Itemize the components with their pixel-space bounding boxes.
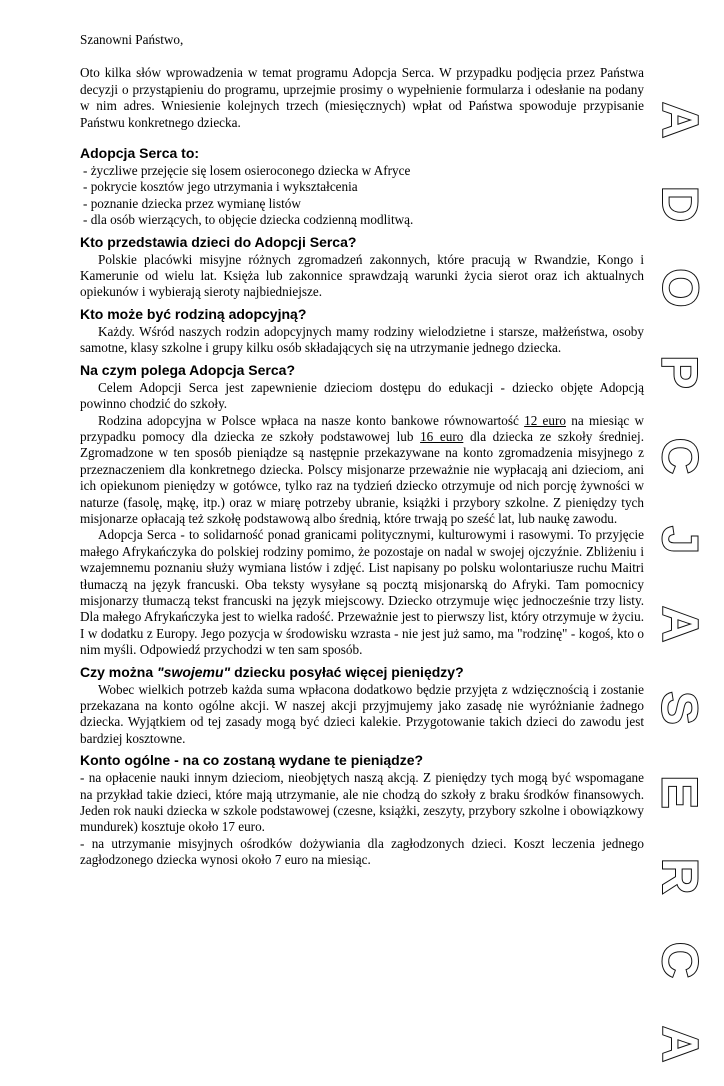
paragraph-more-money: Wobec wielkich potrzeb każda suma wpłacona dodatkowo będzie przyjęta z wdzięcznością i zostanie przekazana na konto ogólne akcji. W naszej akcji przyjmujemy jako zasadę nie wyróżnianie żadnego dziecka. Wyjątkiem od tej zasady mogą być dzieci kalekie. Przygotowanie takich dzieci do zawodu jest bardziej kosztowne. bbox=[80, 681, 644, 746]
greeting: Szanowni Państwo, bbox=[80, 32, 184, 47]
amount-primary-school: 12 euro bbox=[524, 412, 566, 428]
side-letter: C bbox=[651, 437, 708, 475]
list-item: - dla osób wierzących, to objęcie dziecka codzienną modlitwą. bbox=[83, 212, 414, 228]
intro-paragraph: Oto kilka słów wprowadzenia w temat programu Adopcja Serca. W przypadku podjęcia przez Państwa decyzji o przystąpieniu do programu, uprzejmie prosimy o wypełnienie formularza i odesłanie na podany w nim adres. Wniesienie kolejnych trzech (miesięcznych) wpłat od Państwa spowoduje przypisanie Państwu konkretnego dziecka. bbox=[80, 65, 644, 130]
paragraph-what-is-2 bbox=[80, 413, 644, 528]
paragraph-general-2: - na utrzymanie misyjnych ośrodków dożywiania dla zagłodzonych dzieci. Koszt leczenia jednego zagłodzonego dziecka wynosi około 7 euro na miesiąc. bbox=[80, 835, 644, 868]
amount-secondary-school: 16 euro bbox=[420, 428, 464, 444]
list-item: - życzliwe przejęcie się losem osieroconego dziecka w Afryce bbox=[83, 163, 411, 179]
list-item: - poznanie dziecka przez wymianę listów bbox=[83, 195, 301, 211]
list-item: - pokrycie kosztów jego utrzymania i wykształcenia bbox=[83, 179, 358, 195]
heading-span: dziecku posyłać więcej pieniędzy? bbox=[230, 663, 464, 680]
side-letter: S bbox=[651, 691, 708, 725]
heading-emphasis: "swojemu" bbox=[157, 663, 231, 680]
text-span: dla dziecka ze szkoły średniej. Zgromadzone w ten sposób pieniądze są następnie przekazywane na konto zgromadzenia misyjnego z przeznaczeniem dla konkretnego dziecka. Polscy misjonarze przeważnie nie wypłacają ani dzieciom, ani ich opiekunom pieniędzy w gotówce, tylko raz na tydzień dziecko otrzymuje od nich porcję żywności w naturze (fasolę, mąkę, itp.) oraz w miarę potrzeby ubranie, książki i przybory szkolne. Z pieniędzy tych misjonarze opłacają też szkołę podstawową albo średnią, które trwają po sześć lat, lub naukę zawodu. bbox=[80, 428, 644, 526]
paragraph-what-is-1: Celem Adopcji Serca jest zapewnienie dzieciom dostępu do edukacji - dziecko objęte Adopcją powinno chodzić do szkoły. bbox=[80, 379, 644, 412]
side-letter: A bbox=[651, 1025, 708, 1063]
side-letter: E bbox=[651, 775, 708, 809]
heading-who-family: Kto może być rodziną adopcyjną? bbox=[80, 305, 307, 322]
side-letter: P bbox=[651, 355, 708, 389]
heading-adopcja-serca-to: Adopcja Serca to: bbox=[80, 145, 200, 162]
paragraph-general-1: - na opłacenie nauki innym dzieciom, nieobjętych naszą akcją. Z pieniędzy tych mogą być wspomagane na przykład takie dzieci, które mają utrzymanie, ale nie chodzą do szkoły z braku środków finansowych. Jeden rok nauki dziecka w szkole podstawowej (czesne, książki, zeszyty, przybory szkolne i obowiązkowy mundurek) kosztuje około 17 euro. bbox=[80, 770, 644, 835]
paragraph-who-presents: Polskie placówki misyjne różnych zgromadzeń zakonnych, które pracują w Rwandzie, Kongo i Kamerunie od wielu lat. Księża lub zakonnice sprawdzają warunki życia sierot oraz ich aktualnych opiekunów i wybierają sieroty najbiedniejsze. bbox=[80, 251, 644, 300]
heading-more-money bbox=[80, 664, 644, 681]
text-span: na miesiąc w przypadku pomocy dla dziecka ze szkoły podstawowej lub bbox=[80, 412, 645, 444]
side-letter: A bbox=[651, 101, 708, 139]
side-letter: C bbox=[651, 941, 708, 979]
side-letter: D bbox=[651, 185, 708, 223]
heading-span: Czy można bbox=[80, 663, 158, 680]
side-letter: O bbox=[652, 268, 708, 308]
side-letter: J bbox=[652, 526, 708, 554]
side-title-adopcja-serca bbox=[652, 78, 708, 1086]
side-letter: A bbox=[651, 605, 708, 643]
heading-what-is: Na czym polega Adopcja Serca? bbox=[80, 361, 295, 378]
paragraph-what-is-3: Adopcja Serca - to solidarność ponad granicami politycznymi, kulturowymi i rasowymi. To przyjęcie małego Afrykańczyka do polskiej rodziny pomimo, że pozostaje on nadal w swojej ojczyźnie. Zbliżeniu i wzajemnemu poznaniu służy wymiana listów i zdjęć. List napisany po polsku wolontariusze ruchu Maitri tłumaczą na język francuski. Oba teksty wysyłane są pocztą misjonarską do Afryki. Tam pomocnicy misjonarzy tłumaczą tekst francuski na język miejscowy. Dziecko otrzymuje więc jednocześnie trzy listy. Dla małego Afrykańczyka jest to wielka radość. Przeważnie jest to pierwszy list, który otrzymuje w życiu. I w dodatku z Europy. Jego pozycja w środowisku wzrasta - nie jest już samo, ma "rodzinę" - kogoś, kto o nim myśli. Odpowiedź przychodzi w ten sam sposób. bbox=[80, 527, 644, 658]
side-letter: R bbox=[651, 857, 708, 895]
letter-body bbox=[80, 32, 644, 869]
text-span: Rodzina adopcyjna w Polsce wpłaca na nasze konto bankowe równowartość bbox=[98, 412, 525, 428]
heading-general-account: Konto ogólne - na co zostaną wydane te pieniądze? bbox=[80, 752, 424, 769]
heading-who-presents: Kto przedstawia dzieci do Adopcji Serca? bbox=[80, 233, 357, 250]
paragraph-who-family: Każdy. Wśród naszych rodzin adopcyjnych mamy rodziny wielodzietne i starsze, małżeństwa, osoby samotne, klasy szkolne i grupy kilku osób składających się na utrzymanie jednego dziecka. bbox=[80, 323, 644, 356]
